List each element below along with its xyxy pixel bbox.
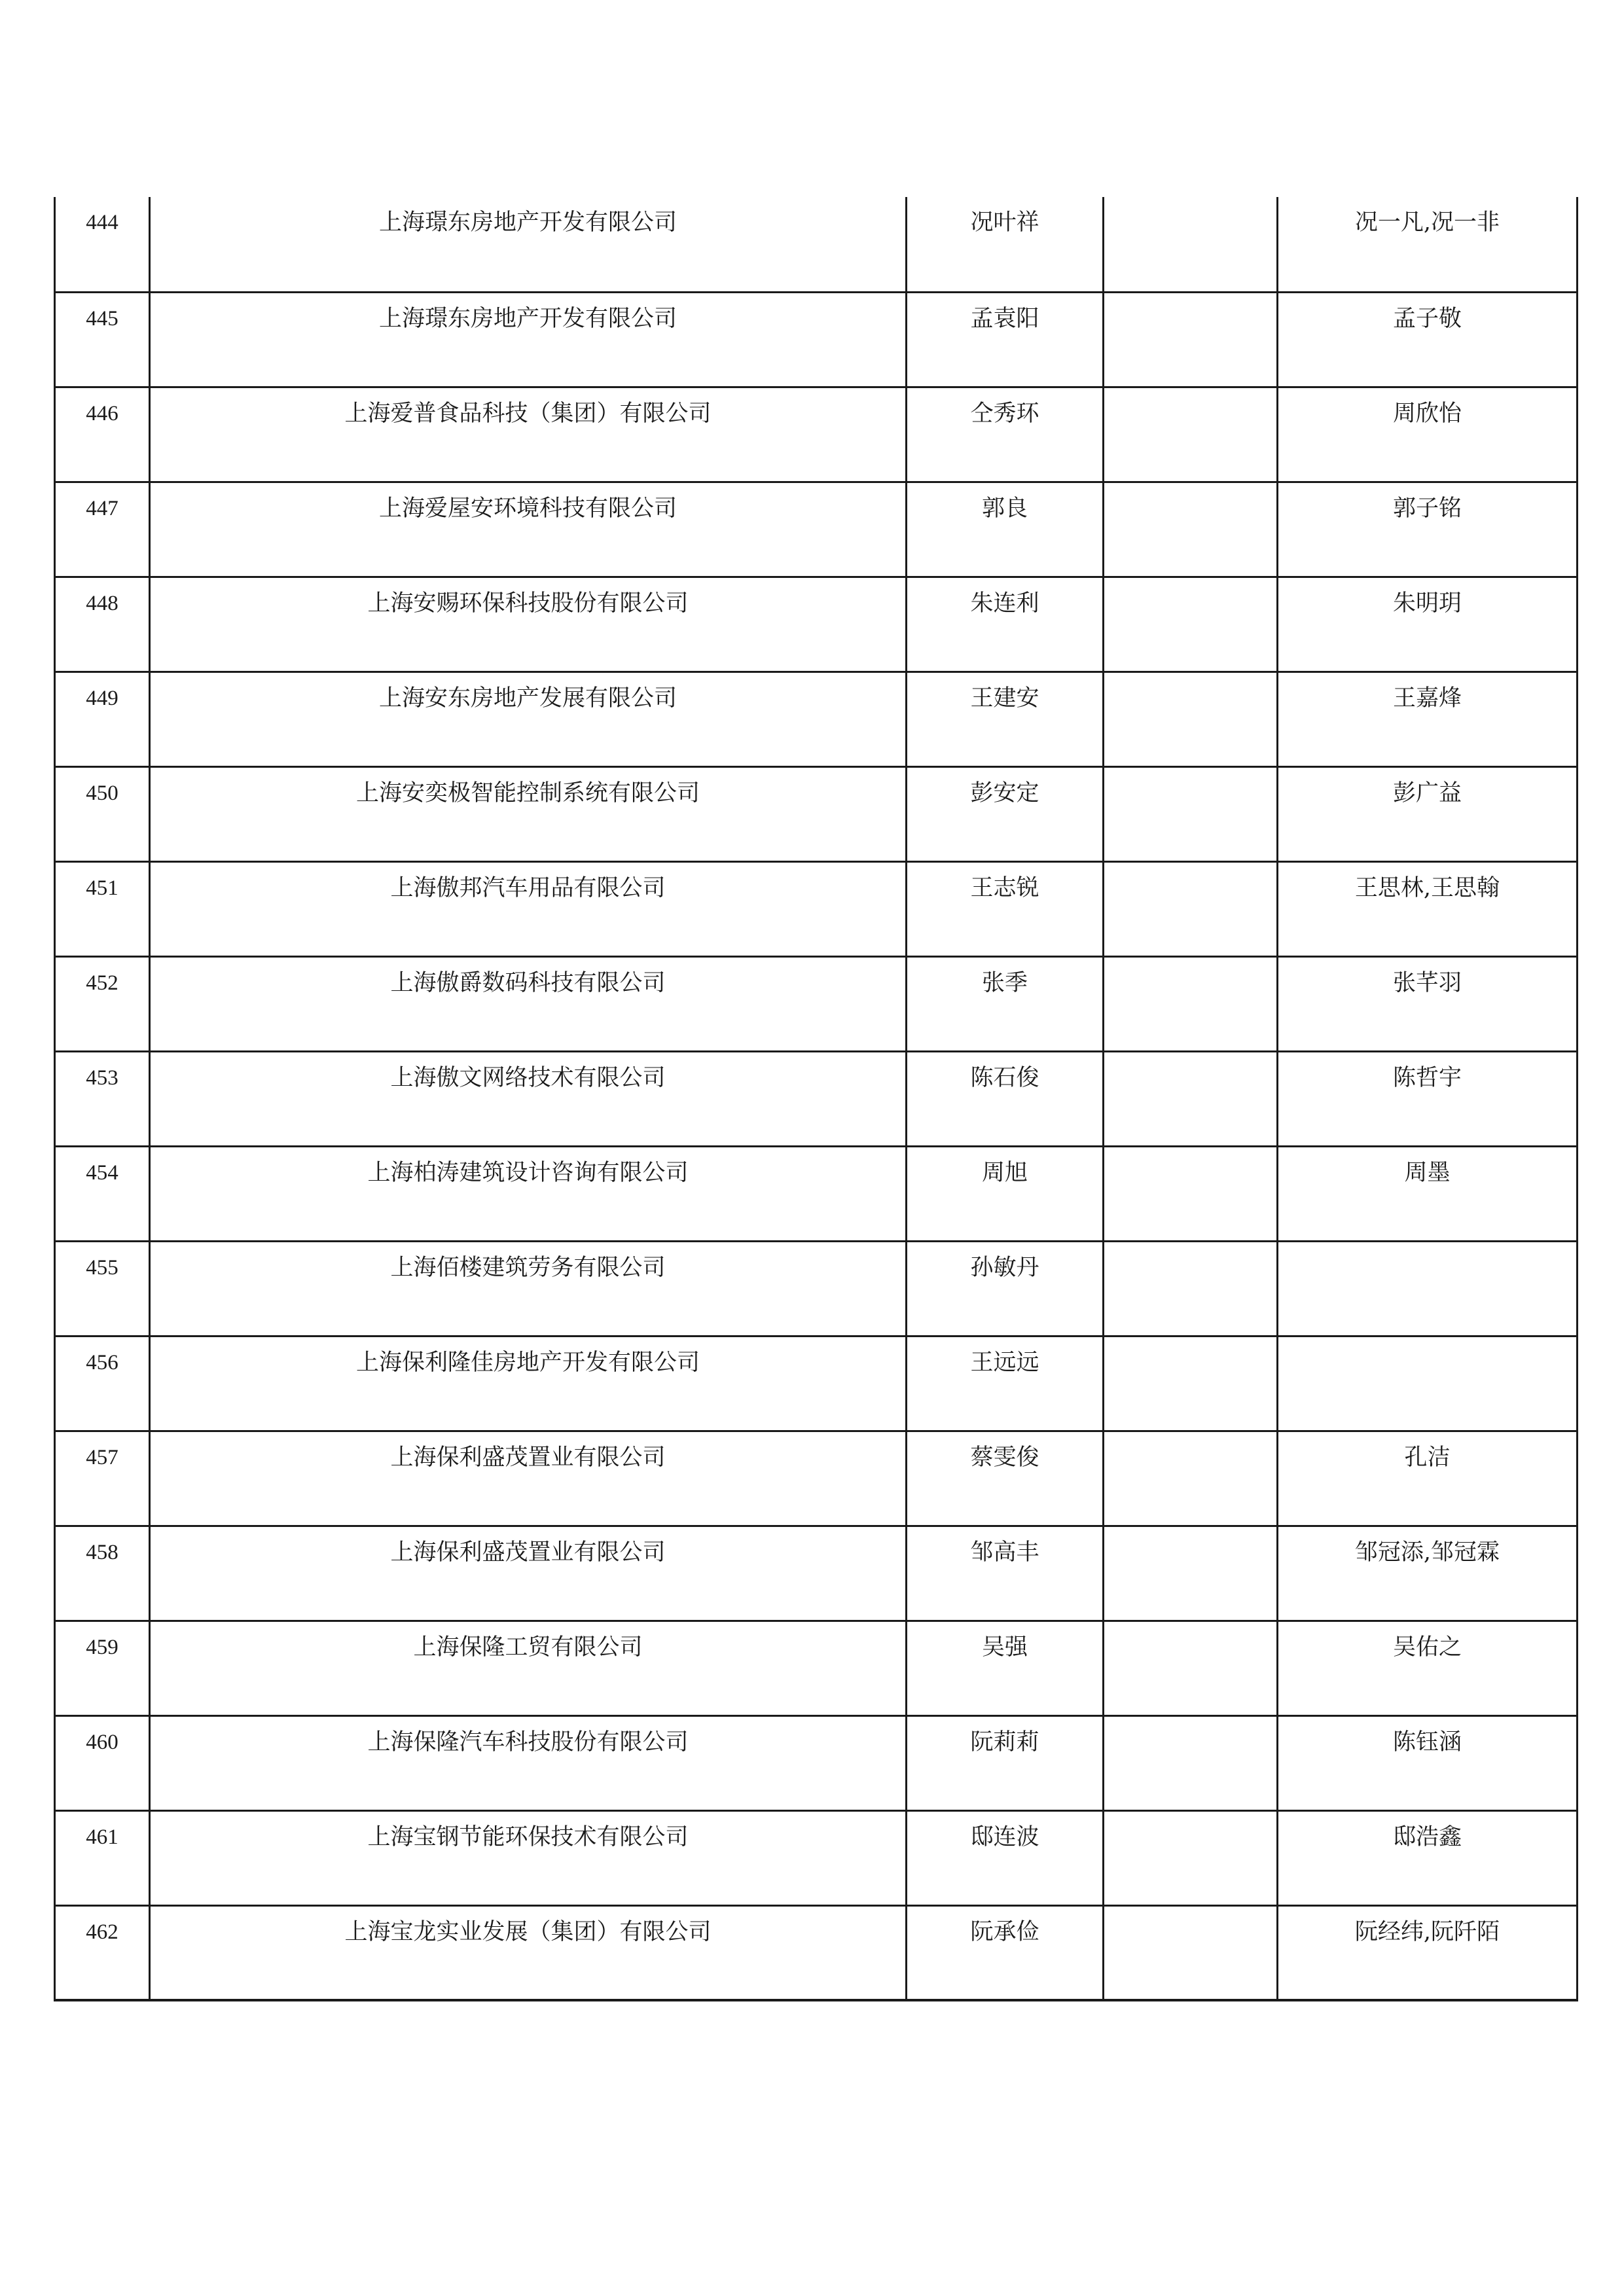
person-name-cell: 阮莉莉 bbox=[907, 1715, 1104, 1810]
table-row bbox=[55, 1905, 1578, 2000]
row-number-cell: 447 bbox=[55, 482, 150, 577]
company-name-cell: 上海保隆汽车科技股份有限公司 bbox=[150, 1715, 907, 1810]
person-name-cell: 陈石俊 bbox=[907, 1051, 1104, 1146]
person-name-cell: 邹高丰 bbox=[907, 1526, 1104, 1621]
blank-cell bbox=[1104, 1241, 1278, 1336]
family-members-cell: 张芊羽 bbox=[1278, 956, 1578, 1051]
company-name-cell: 上海柏涛建筑设计咨询有限公司 bbox=[150, 1146, 907, 1241]
family-members-cell: 朱明玥 bbox=[1278, 577, 1578, 672]
blank-cell bbox=[1104, 766, 1278, 861]
table-row bbox=[55, 387, 1578, 482]
company-name-cell: 上海傲爵数码科技有限公司 bbox=[150, 956, 907, 1051]
company-name-cell: 上海傲文网络技术有限公司 bbox=[150, 1051, 907, 1146]
table-row bbox=[55, 1526, 1578, 1621]
company-name-cell: 上海璟东房地产开发有限公司 bbox=[150, 197, 907, 292]
table-row bbox=[55, 1051, 1578, 1146]
family-members-cell: 况一凡,况一非 bbox=[1278, 197, 1578, 292]
table-row bbox=[55, 577, 1578, 672]
table-row bbox=[55, 1621, 1578, 1715]
roster-table bbox=[54, 197, 1578, 2001]
family-members-cell: 阮经纬,阮阡陌 bbox=[1278, 1905, 1578, 2000]
company-name-cell: 上海保利隆佳房地产开发有限公司 bbox=[150, 1336, 907, 1431]
family-members-cell: 王嘉烽 bbox=[1278, 672, 1578, 766]
row-number-cell: 460 bbox=[55, 1715, 150, 1810]
blank-cell bbox=[1104, 1621, 1278, 1715]
row-number-cell: 457 bbox=[55, 1431, 150, 1526]
row-number-cell: 453 bbox=[55, 1051, 150, 1146]
family-members-cell: 孟子敬 bbox=[1278, 292, 1578, 387]
person-name-cell: 吴强 bbox=[907, 1621, 1104, 1715]
blank-cell bbox=[1104, 1146, 1278, 1241]
blank-cell bbox=[1104, 1431, 1278, 1526]
blank-cell bbox=[1104, 672, 1278, 766]
table-row bbox=[55, 292, 1578, 387]
row-number-cell: 450 bbox=[55, 766, 150, 861]
family-members-cell bbox=[1278, 1241, 1578, 1336]
company-name-cell: 上海保隆工贸有限公司 bbox=[150, 1621, 907, 1715]
row-number-cell: 459 bbox=[55, 1621, 150, 1715]
family-members-cell: 周欣怡 bbox=[1278, 387, 1578, 482]
person-name-cell: 周旭 bbox=[907, 1146, 1104, 1241]
row-number-cell: 461 bbox=[55, 1810, 150, 1905]
company-name-cell: 上海宝龙实业发展（集团）有限公司 bbox=[150, 1905, 907, 2000]
company-name-cell: 上海保利盛茂置业有限公司 bbox=[150, 1526, 907, 1621]
company-name-cell: 上海佰楼建筑劳务有限公司 bbox=[150, 1241, 907, 1336]
family-members-cell: 郭子铭 bbox=[1278, 482, 1578, 577]
table-row bbox=[55, 197, 1578, 292]
blank-cell bbox=[1104, 1336, 1278, 1431]
company-name-cell: 上海爱普食品科技（集团）有限公司 bbox=[150, 387, 907, 482]
blank-cell bbox=[1104, 1905, 1278, 2000]
blank-cell bbox=[1104, 861, 1278, 956]
family-members-cell: 陈钰涵 bbox=[1278, 1715, 1578, 1810]
blank-cell bbox=[1104, 387, 1278, 482]
family-members-cell bbox=[1278, 1336, 1578, 1431]
family-members-cell: 邸浩鑫 bbox=[1278, 1810, 1578, 1905]
table-row bbox=[55, 672, 1578, 766]
person-name-cell: 彭安定 bbox=[907, 766, 1104, 861]
person-name-cell: 王建安 bbox=[907, 672, 1104, 766]
company-name-cell: 上海安东房地产发展有限公司 bbox=[150, 672, 907, 766]
blank-cell bbox=[1104, 292, 1278, 387]
blank-cell bbox=[1104, 1715, 1278, 1810]
row-number-cell: 446 bbox=[55, 387, 150, 482]
table-row bbox=[55, 482, 1578, 577]
family-members-cell: 彭广益 bbox=[1278, 766, 1578, 861]
table-row bbox=[55, 1715, 1578, 1810]
person-name-cell: 蔡雯俊 bbox=[907, 1431, 1104, 1526]
person-name-cell: 王志锐 bbox=[907, 861, 1104, 956]
person-name-cell: 邸连波 bbox=[907, 1810, 1104, 1905]
table-row bbox=[55, 1146, 1578, 1241]
table-row bbox=[55, 956, 1578, 1051]
blank-cell bbox=[1104, 1526, 1278, 1621]
row-number-cell: 451 bbox=[55, 861, 150, 956]
family-members-cell: 周墨 bbox=[1278, 1146, 1578, 1241]
blank-cell bbox=[1104, 197, 1278, 292]
person-name-cell: 郭良 bbox=[907, 482, 1104, 577]
table-row bbox=[55, 1336, 1578, 1431]
blank-cell bbox=[1104, 577, 1278, 672]
blank-cell bbox=[1104, 1051, 1278, 1146]
blank-cell bbox=[1104, 1810, 1278, 1905]
company-name-cell: 上海爱屋安环境科技有限公司 bbox=[150, 482, 907, 577]
row-number-cell: 448 bbox=[55, 577, 150, 672]
row-number-cell: 452 bbox=[55, 956, 150, 1051]
roster-table-body bbox=[55, 197, 1578, 2000]
person-name-cell: 孙敏丹 bbox=[907, 1241, 1104, 1336]
table-row bbox=[55, 766, 1578, 861]
person-name-cell: 况叶祥 bbox=[907, 197, 1104, 292]
table-row bbox=[55, 1431, 1578, 1526]
row-number-cell: 456 bbox=[55, 1336, 150, 1431]
family-members-cell: 王思林,王思翰 bbox=[1278, 861, 1578, 956]
family-members-cell: 吴佑之 bbox=[1278, 1621, 1578, 1715]
row-number-cell: 454 bbox=[55, 1146, 150, 1241]
row-number-cell: 462 bbox=[55, 1905, 150, 2000]
table-row bbox=[55, 1810, 1578, 1905]
company-name-cell: 上海璟东房地产开发有限公司 bbox=[150, 292, 907, 387]
family-members-cell: 邹冠添,邹冠霖 bbox=[1278, 1526, 1578, 1621]
row-number-cell: 444 bbox=[55, 197, 150, 292]
person-name-cell: 阮承俭 bbox=[907, 1905, 1104, 2000]
company-name-cell: 上海保利盛茂置业有限公司 bbox=[150, 1431, 907, 1526]
company-name-cell: 上海傲邦汽车用品有限公司 bbox=[150, 861, 907, 956]
family-members-cell: 陈哲宇 bbox=[1278, 1051, 1578, 1146]
person-name-cell: 王远远 bbox=[907, 1336, 1104, 1431]
company-name-cell: 上海安赐环保科技股份有限公司 bbox=[150, 577, 907, 672]
blank-cell bbox=[1104, 482, 1278, 577]
person-name-cell: 仝秀环 bbox=[907, 387, 1104, 482]
person-name-cell: 孟袁阳 bbox=[907, 292, 1104, 387]
family-members-cell: 孔洁 bbox=[1278, 1431, 1578, 1526]
person-name-cell: 朱连利 bbox=[907, 577, 1104, 672]
company-name-cell: 上海宝钢节能环保技术有限公司 bbox=[150, 1810, 907, 1905]
row-number-cell: 455 bbox=[55, 1241, 150, 1336]
row-number-cell: 458 bbox=[55, 1526, 150, 1621]
table-row bbox=[55, 861, 1578, 956]
person-name-cell: 张季 bbox=[907, 956, 1104, 1051]
company-name-cell: 上海安奕极智能控制系统有限公司 bbox=[150, 766, 907, 861]
row-number-cell: 449 bbox=[55, 672, 150, 766]
table-row bbox=[55, 1241, 1578, 1336]
row-number-cell: 445 bbox=[55, 292, 150, 387]
blank-cell bbox=[1104, 956, 1278, 1051]
